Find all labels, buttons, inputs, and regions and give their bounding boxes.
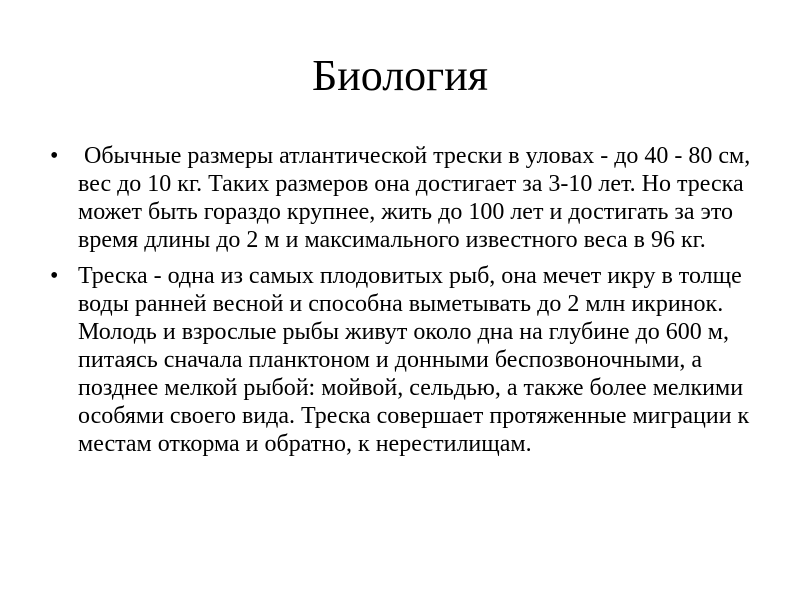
bullet-icon: •	[50, 263, 59, 289]
bullet-text-reproduction: Треска - одна из самых плодовитых рыб, она мечет икру в толще воды ранней весной и способна выметывать до 2 млн икринок. Молодь и взрослые рыбы живут около дна на глубине до 600 м, питаясь сначала планктоном и донными беспозвоночными, а позднее мелкой рыбой: мойвой, сельдью, а также более мелкими особями своего вида. Треска совершает протяженные миграции к местам откорма и обратно, к нерестилищам.	[78, 263, 750, 457]
bullet-list	[50, 142, 762, 466]
slide-title: Биология	[311, 51, 489, 100]
bullet-icon: •	[50, 143, 59, 169]
bullet-text-size: Обычные размеры атлантической трески в уловах - до 40 - 80 см, вес до 10 кг. Таких размеров она достигает за 3-10 лет. Но треска может быть гораздо крупнее, жить до 100 лет и достигать за это время длины до 2 м и максимального известного веса в 96 кг.	[78, 143, 757, 253]
bullet-item-reproduction	[50, 262, 762, 458]
bullet-item-size	[50, 142, 762, 254]
